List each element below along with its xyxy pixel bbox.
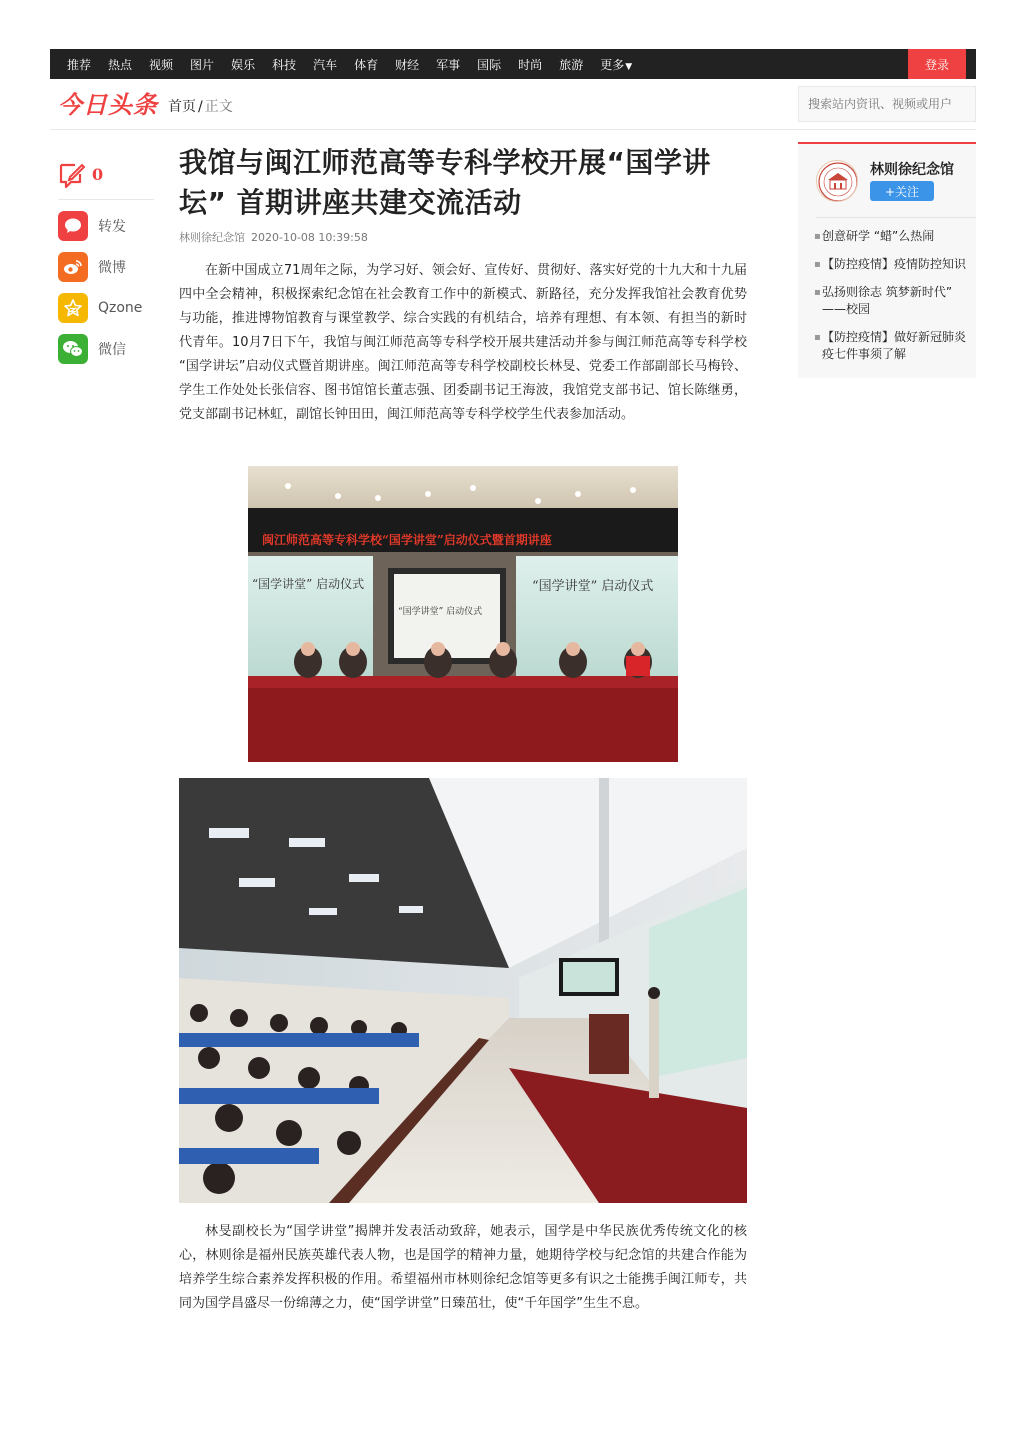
article-title: 我馆与闽江师范高等专科学校开展“国学讲坛” 首期讲座共建交流活动 [179, 146, 711, 219]
list-item[interactable] [814, 284, 976, 318]
bullet-icon: ▪ [814, 332, 821, 343]
nav-item[interactable]: 图片 [190, 57, 215, 72]
list-item[interactable] [814, 329, 976, 363]
search-input[interactable] [798, 86, 976, 122]
share-label: 转发 [98, 219, 126, 235]
led-banner-text: 闽江师范高等专科学校“国学讲堂”启动仪式暨首期讲座 [262, 533, 552, 547]
share-weibo[interactable] [58, 252, 154, 282]
article-time: 2020-10-08 10:39:58 [251, 231, 368, 244]
nav-more-label: 更多 [600, 57, 625, 72]
breadcrumb-separator: / [198, 99, 203, 115]
nav-item[interactable]: 体育 [354, 57, 379, 72]
nav-item[interactable]: 旅游 [559, 57, 584, 72]
nav-item[interactable]: 娱乐 [231, 57, 256, 72]
list-item-label: 弘扬则徐志 筑梦新时代” ——校园 [822, 285, 953, 316]
list-item[interactable] [814, 228, 976, 245]
qzone-icon [58, 293, 88, 323]
breadcrumb-current: 正文 [204, 99, 233, 115]
share-label: Qzone [98, 300, 143, 316]
nav-item[interactable]: 时尚 [518, 57, 543, 72]
article-photo-ceremony-stage [248, 466, 678, 762]
article-paragraph: 在新中国成立71周年之际，为学习好、领会好、宣传好、贯彻好、落实好党的十九大和十九届四中全会精神，积极探索纪念馆在社会教育工作中的新模式、新路径，充分发挥我馆社会教育优势与功能，推进博物馆教育与课堂教学、综合实践的有机结合，培养有理想、有本领、有担当的新时代青年。10月7日下午，我馆与闽江师范高等专科学校开展共建活动并参与闽江师范高等专科学校 “国学讲坛”启动仪式暨首期讲座。闽江师范高等专科学校副校长林旻、党委工作部副部长马梅铃、学生工作处处长张信容、图书馆馆长董志强、团委副书记王海波，我馆党支部书记、馆长陈继勇，党支部副书记林虹，副馆长钟田田，闽江师范高等专科学校学生代表参加活动。 [179, 263, 747, 422]
nav-item[interactable]: 国际 [477, 57, 502, 72]
repost-icon [58, 211, 88, 241]
nav-more[interactable] [600, 56, 632, 73]
nav-item[interactable]: 热点 [108, 57, 133, 72]
list-item-label: 【防控疫情】做好新冠肺炎疫七件事须了解 [822, 330, 967, 361]
header [50, 80, 976, 130]
top-nav [50, 49, 976, 79]
list-item[interactable] [814, 256, 976, 273]
share-label: 微博 [98, 260, 126, 276]
nav-item[interactable]: 财经 [395, 57, 420, 72]
divider [816, 217, 976, 218]
bullet-icon: ▪ [814, 287, 821, 298]
author-sidebar [798, 142, 976, 378]
related-list [814, 228, 976, 374]
share-qzone[interactable] [58, 293, 154, 323]
comment-edit-icon [58, 161, 86, 189]
screen-center-text: “国学讲堂” 启动仪式 [398, 607, 483, 617]
list-item-label: 创意研学 “蜡”么热闹 [822, 229, 935, 243]
screen-left-text: “国学讲堂” 启动仪式 [252, 577, 365, 591]
author-avatar[interactable] [816, 160, 858, 202]
share-bar [58, 158, 154, 364]
share-wechat[interactable] [58, 334, 154, 364]
article-photo-lecture-hall [179, 778, 747, 1203]
breadcrumb-home[interactable]: 首页 [168, 99, 196, 115]
article-paragraph: 林旻副校长为“国学讲堂”揭牌并发表活动致辞，她表示，国学是中华民族优秀传统文化的核心，林则徐是福州民族英雄代表人物，也是国学的精神力量，她期待学校与纪念馆的共建合作能为培养学生综合素养发挥积极的作用。希望福州市林则徐纪念馆等更多有识之士能携手闽江师专，共同为国学昌盛尽一份绵薄之力，使“国学讲堂”日臻茁壮，使“千年国学”生生不息。 [179, 1224, 747, 1311]
bullet-icon: ▪ [814, 259, 821, 270]
nav-item[interactable]: 视频 [149, 57, 174, 72]
comment-count: 0 [92, 165, 104, 184]
nav-item[interactable]: 汽车 [313, 57, 338, 72]
article-meta [179, 229, 747, 245]
login-button[interactable]: 登录 [908, 49, 966, 79]
share-repost[interactable] [58, 211, 154, 241]
author-name[interactable]: 林则徐纪念馆 [870, 162, 954, 178]
nav-item[interactable]: 推荐 [67, 57, 92, 72]
share-label: 微信 [98, 342, 126, 358]
nav-item[interactable]: 科技 [272, 57, 297, 72]
chevron-down-icon: ▼ [625, 61, 633, 72]
breadcrumb [168, 96, 233, 116]
nav-item[interactable]: 军事 [436, 57, 461, 72]
weibo-icon [58, 252, 88, 282]
article-source[interactable]: 林则徐纪念馆 [179, 231, 245, 244]
wechat-icon [58, 334, 88, 364]
comment-button[interactable] [58, 158, 154, 200]
screen-right-text: “国学讲堂” 启动仪式 [532, 579, 654, 594]
logo[interactable]: 今日头条 [58, 91, 158, 119]
bullet-icon: ▪ [814, 231, 821, 242]
list-item-label: 【防控疫情】疫情防控知识 [822, 257, 967, 271]
follow-button[interactable]: +关注 [870, 181, 934, 201]
article [179, 143, 747, 427]
